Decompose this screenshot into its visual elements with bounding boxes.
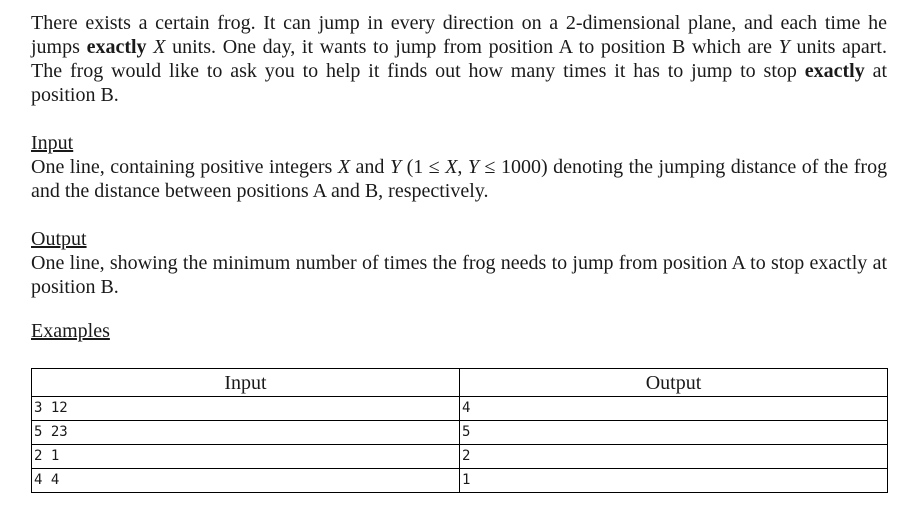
examples-title: Examples <box>31 320 110 342</box>
output-title: Output <box>31 228 87 250</box>
input-text-b: and <box>355 156 385 178</box>
example-input-cell: 2 1 <box>32 445 460 469</box>
table-row <box>32 445 888 469</box>
example-output-cell: 5 <box>460 421 888 445</box>
var-x: X <box>153 36 166 58</box>
input-var-y: Y <box>389 156 402 178</box>
input-text-c: (1 ≤ <box>406 156 440 178</box>
statement-text-4: at position B. <box>31 60 888 106</box>
table-row <box>32 421 888 445</box>
example-input-cell: 5 23 <box>32 421 460 445</box>
example-input-cell: 4 4 <box>32 469 460 493</box>
examples-header-row <box>32 369 888 397</box>
input-text-e: ≤ 1000) denoting the jumping distance of the frog and the distance between positions A and B, respectively. <box>31 156 888 202</box>
table-row <box>32 469 888 493</box>
input-text-d: , <box>457 156 463 178</box>
input-var-x: X <box>337 156 351 178</box>
statement-text-3: units apart. The frog would like to ask you to help it finds out how many times it has to jump to stop <box>31 36 887 82</box>
table-row <box>32 397 888 421</box>
statement-text-2: units. One day, it wants to jump from position A to position B which are <box>172 36 772 58</box>
header-output: Output <box>460 369 888 397</box>
examples-table <box>31 368 888 493</box>
example-output-cell: 2 <box>460 445 888 469</box>
input-var-y2: Y <box>467 156 480 178</box>
statement-text-1: There exists a certain frog. It can jump in every direction on a 2-dimensional plane, and each time he jumps <box>31 12 887 58</box>
problem-statement <box>31 11 887 343</box>
var-y: Y <box>778 36 790 58</box>
example-input-cell: 3 12 <box>32 397 460 421</box>
input-text-a: One line, containing positive integers <box>31 156 333 178</box>
input-description <box>31 155 887 203</box>
statement-bold-exactly-1: exactly <box>86 36 147 58</box>
example-output-cell: 1 <box>460 469 888 493</box>
statement-paragraph <box>31 11 887 107</box>
input-var-x2: X <box>445 156 458 178</box>
input-title: Input <box>31 132 74 154</box>
header-input: Input <box>32 369 460 397</box>
output-description: One line, showing the minimum number of times the frog needs to jump from position A to stop exactly at position B. <box>31 252 887 298</box>
statement-bold-exactly-2: exactly <box>804 60 865 82</box>
example-output-cell: 4 <box>460 397 888 421</box>
